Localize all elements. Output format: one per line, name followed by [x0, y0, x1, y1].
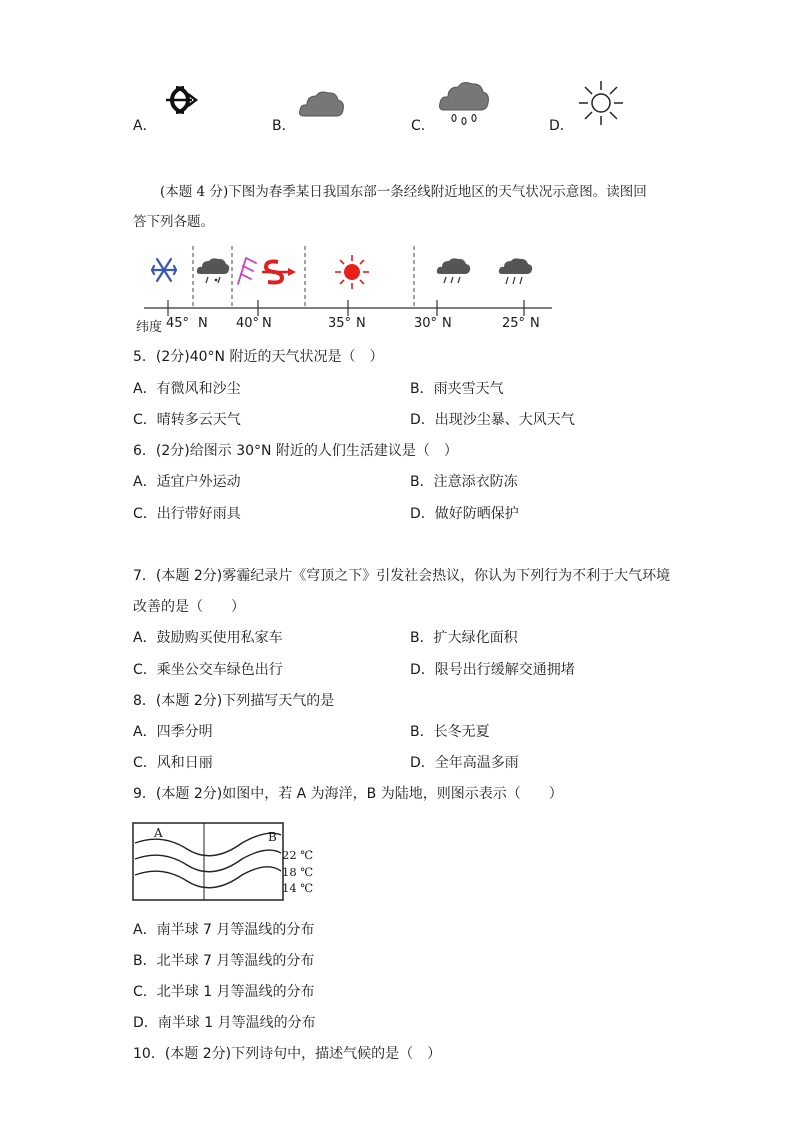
option-a-label[interactable]: A．: [133, 118, 157, 134]
isotherm-figure: [132, 821, 314, 903]
option-c-label[interactable]: C．: [411, 118, 435, 134]
heavy-rain-cloud-icon: [499, 258, 532, 284]
sleet-cloud-icon: [197, 258, 229, 283]
tick-45-n: N: [198, 316, 208, 331]
temp-14: 14 ℃: [282, 881, 314, 895]
tick-45: 45°: [166, 316, 190, 331]
q6-option-a[interactable]: A．适宜户外运动: [133, 474, 241, 490]
q7-option-d[interactable]: D．限号出行缓解交通拥堵: [410, 662, 575, 678]
q6-option-b[interactable]: B．注意添衣防冻: [410, 474, 518, 490]
question-7-stem-line-1: 7．(本题 2分)雾霾纪录片《穹顶之下》引发社会热议，你认为下列行为不利于大气环境: [133, 568, 671, 584]
q9-option-a[interactable]: A．南半球 7 月等温线的分布: [133, 922, 315, 938]
question-5-stem: 5．(2分)40°N 附近的天气状况是（ ）: [133, 349, 384, 365]
tick-25: 25°: [502, 316, 526, 331]
tick-30-n: N: [442, 316, 452, 331]
q9-option-d[interactable]: D．南半球 1 月等温线的分布: [133, 1015, 316, 1031]
q8-option-a[interactable]: A．四季分明: [133, 724, 213, 740]
q5-option-d[interactable]: D．出现沙尘暴、大风天气: [410, 412, 575, 428]
weather-strip-figure: [136, 244, 556, 336]
sandstorm-red-icon: [262, 262, 296, 283]
isotherm-label-b: B: [268, 830, 277, 844]
question-7-stem-line-2: 改善的是（ ）: [133, 599, 245, 615]
axis-label: 纬度: [136, 320, 163, 335]
red-sun-icon: [335, 255, 369, 289]
question-10-stem: 10．(本题 2分)下列诗句中，描述气候的是（ ）: [133, 1046, 442, 1062]
sun-icon: [577, 79, 625, 127]
sandstorm-icon: [162, 82, 202, 118]
isotherm-label-a: A: [154, 826, 163, 840]
q9-option-c[interactable]: C．北半球 1 月等温线的分布: [133, 984, 315, 1000]
temp-22: 22 ℃: [282, 848, 314, 862]
q8-option-d[interactable]: D．全年高温多雨: [410, 755, 519, 771]
q8-option-b[interactable]: B．长冬无夏: [410, 724, 490, 740]
rain-cloud-icon: [437, 258, 470, 283]
snowflake-icon: [152, 259, 176, 281]
intro-line-1: (本题 4 分)下图为春季某日我国东部一条经线附近地区的天气状况示意图。读图回: [160, 184, 647, 200]
question-8-stem: 8．(本题 2分)下列描写天气的是: [133, 693, 335, 709]
q6-option-d[interactable]: D．做好防晒保护: [410, 506, 519, 522]
tick-40-n: N: [262, 316, 272, 331]
q6-option-c[interactable]: C．出行带好雨具: [133, 506, 241, 522]
temp-18: 18 ℃: [282, 865, 314, 879]
wind-flag-icon: [238, 258, 256, 284]
tick-40: 40°: [236, 316, 260, 331]
q5-option-a[interactable]: A．有微风和沙尘: [133, 381, 241, 397]
tick-30: 30°: [414, 316, 438, 331]
q7-option-c[interactable]: C．乘坐公交车绿色出行: [133, 662, 283, 678]
intro-line-2: 答下列各题。: [133, 214, 214, 230]
cloudy-icon: [298, 88, 346, 120]
option-d-label[interactable]: D．: [549, 118, 574, 134]
tick-25-n: N: [530, 316, 540, 331]
q8-option-c[interactable]: C．风和日丽: [133, 755, 213, 771]
tick-35-n: N: [356, 316, 366, 331]
q7-option-a[interactable]: A．鼓励购买使用私家车: [133, 630, 283, 646]
rain-icon: [438, 80, 490, 128]
q7-option-b[interactable]: B．扩大绿化面积: [410, 630, 518, 646]
q9-option-b[interactable]: B．北半球 7 月等温线的分布: [133, 953, 315, 969]
q5-option-c[interactable]: C．晴转多云天气: [133, 412, 241, 428]
question-6-stem: 6．(2分)给图示 30°N 附近的人们生活建议是（ ）: [133, 443, 458, 459]
question-9-stem: 9．(本题 2分)如图中，若 A 为海洋，B 为陆地，则图示表示（ ）: [133, 786, 563, 802]
q5-option-b[interactable]: B．雨夹雪天气: [410, 381, 504, 397]
tick-35: 35°: [328, 316, 352, 331]
option-b-label[interactable]: B．: [272, 118, 296, 134]
